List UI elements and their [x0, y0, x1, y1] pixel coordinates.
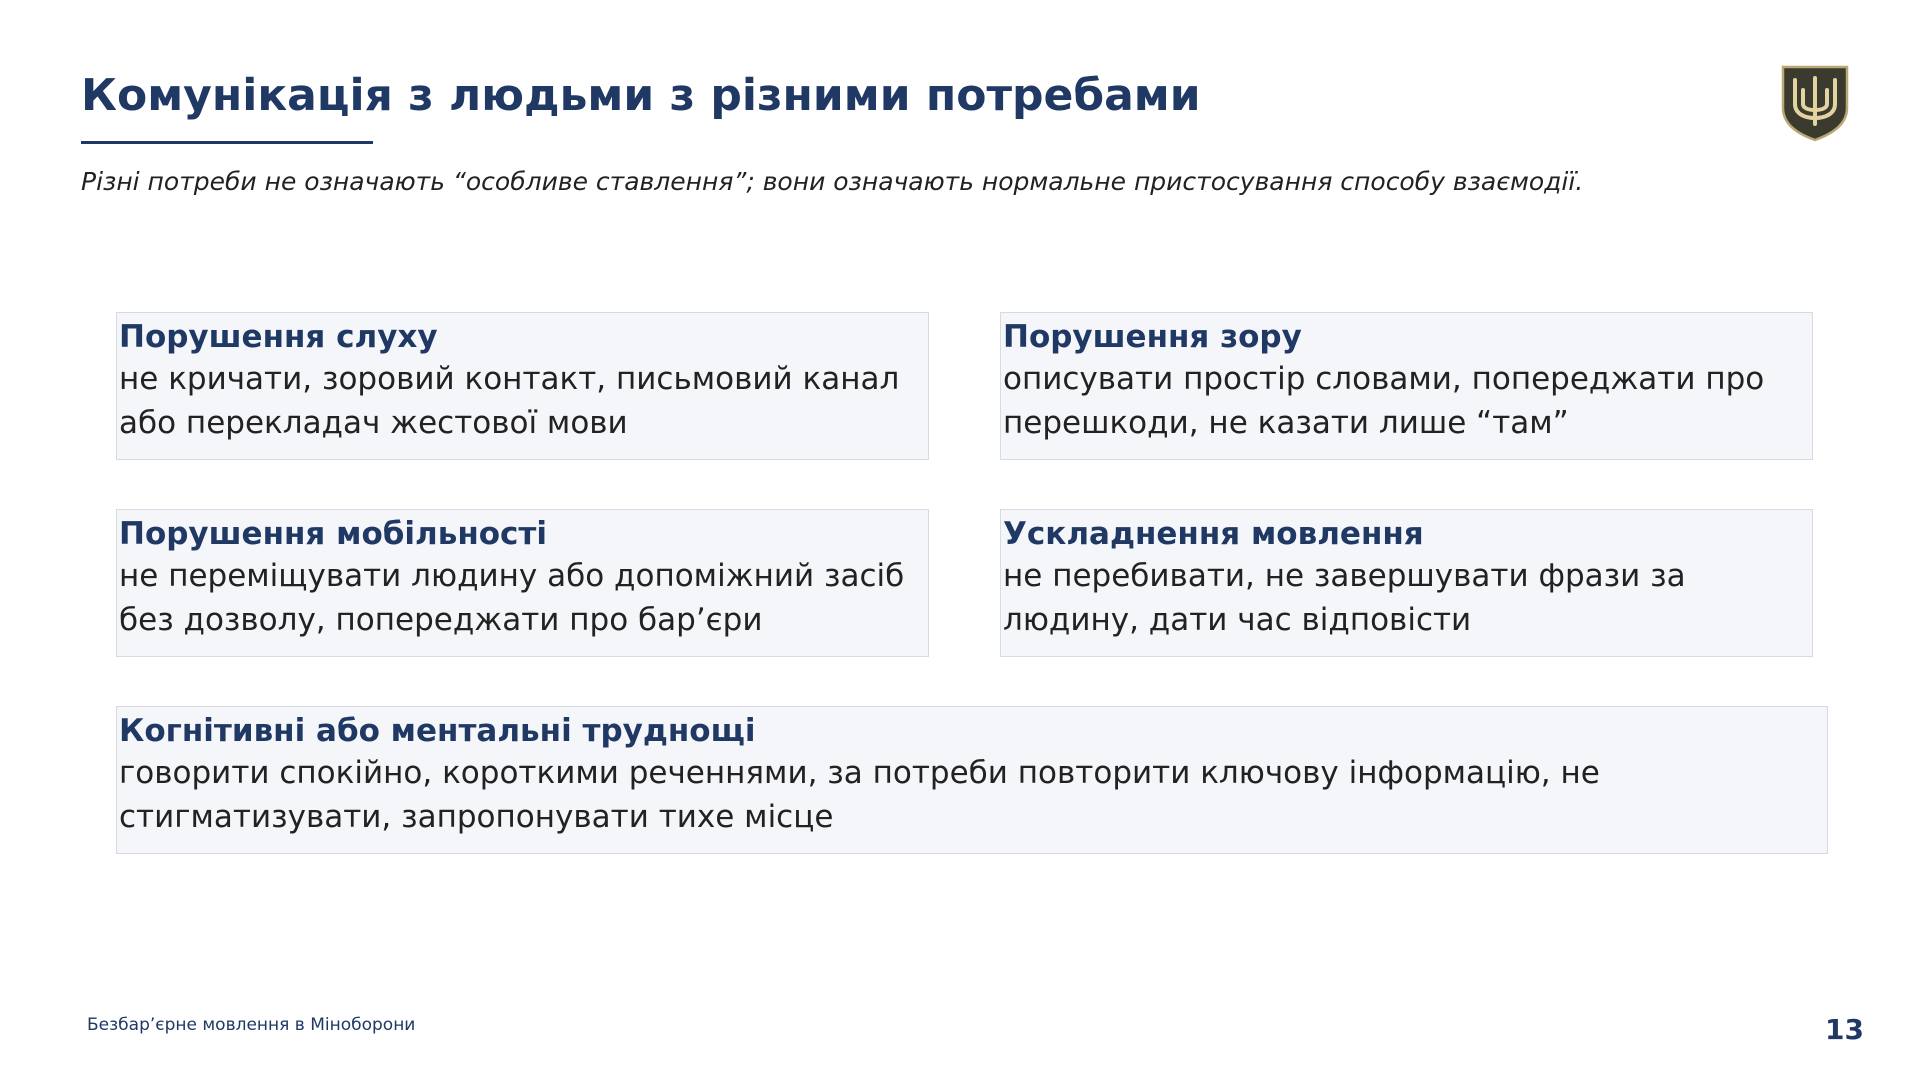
- card-vision: [1000, 312, 1813, 460]
- slide-title: Комунікація з людьми з різними потребами: [81, 70, 1201, 121]
- card-mobility: [116, 509, 929, 657]
- card-speech: [1000, 509, 1813, 657]
- card-text: говорити спокійно, короткими реченнями, за потреби повторити ключову інформацію, не стигматизувати, запропонувати тихе місце: [119, 755, 1600, 835]
- card-title: Порушення слуху: [119, 319, 438, 355]
- page-number: 13: [1825, 1013, 1864, 1046]
- title-underline: [81, 141, 373, 144]
- card-cognitive: [116, 706, 1828, 854]
- card-title: Порушення мобільності: [119, 516, 548, 552]
- card-text: описувати простір словами, попереджати про перешкоди, не казати лише “там”: [1003, 361, 1765, 441]
- slide-subtitle: Різні потреби не означають “особливе ставлення”; вони означають нормальне пристосування способу взаємодії.: [81, 167, 1584, 196]
- trident-shield-icon: [1780, 64, 1850, 142]
- card-text: не переміщувати людину або допоміжний засіб без дозволу, попереджати про бар’єри: [119, 558, 905, 638]
- card-title: Когнітивні або ментальні труднощі: [119, 713, 756, 749]
- card-text: не перебивати, не завершувати фрази за людину, дати час відповісти: [1003, 558, 1686, 638]
- card-title: Ускладнення мовлення: [1003, 516, 1424, 552]
- card-text: не кричати, зоровий контакт, письмовий канал або перекладач жестової мови: [119, 361, 900, 441]
- card-title: Порушення зору: [1003, 319, 1302, 355]
- footer-text: Безбар’єрне мовлення в Міноборони: [87, 1015, 416, 1035]
- card-hearing: [116, 312, 929, 460]
